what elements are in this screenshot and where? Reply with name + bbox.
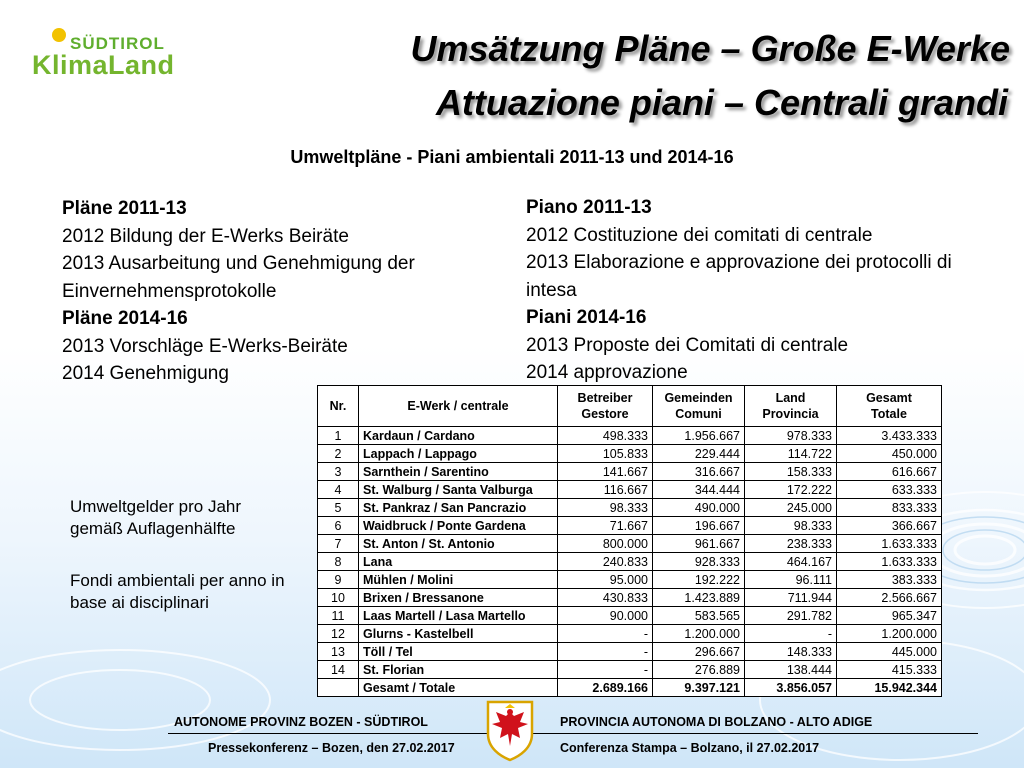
cell-werk: Laas Martell / Lasa Martello	[359, 607, 558, 625]
footer-right-top: PROVINCIA AUTONOMA DI BOLZANO - ALTO ADIGE	[560, 715, 873, 729]
cell-nr: 7	[318, 535, 359, 553]
cell-nr: 14	[318, 661, 359, 679]
cell-gemeinden: 296.667	[653, 643, 745, 661]
cell-betreiber: 116.667	[558, 481, 653, 499]
subtitle: Umweltpläne - Piani ambientali 2011-13 und 2014-16	[290, 147, 734, 167]
cell-gesamt: 965.347	[837, 607, 942, 625]
table-row	[318, 517, 942, 535]
logo-main-text: KlimaLand	[32, 50, 175, 80]
cell-land: 464.167	[745, 553, 837, 571]
cell-gesamt: 383.333	[837, 571, 942, 589]
cell-gemeinden: 192.222	[653, 571, 745, 589]
tyrolean-eagle-crest-icon	[484, 700, 536, 762]
italian-line-1: 2012 Costituzione dei comitati di centrale	[526, 224, 873, 246]
cell-gemeinden: 1.956.667	[653, 427, 745, 445]
cell-nr: 13	[318, 643, 359, 661]
cell-gemeinden: 1.200.000	[653, 625, 745, 643]
cell-gesamt: 1.200.000	[837, 625, 942, 643]
cell-nr: 1	[318, 427, 359, 445]
cell-land: 114.722	[745, 445, 837, 463]
table-row	[318, 553, 942, 571]
table-row	[318, 463, 942, 481]
german-heading-2: Pläne 2014-16	[62, 308, 188, 329]
table-row	[318, 427, 942, 445]
cell-werk: St. Walburg / Santa Valburga	[359, 481, 558, 499]
table-header-row	[318, 386, 942, 427]
cell-betreiber: -	[558, 643, 653, 661]
cell-gemeinden: 961.667	[653, 535, 745, 553]
cell-gemeinden: 583.565	[653, 607, 745, 625]
cell-betreiber: 98.333	[558, 499, 653, 517]
cell-gemeinden: 229.444	[653, 445, 745, 463]
header-nr: Nr.	[318, 386, 359, 427]
table-row	[318, 607, 942, 625]
cell-gemeinden: 928.333	[653, 553, 745, 571]
cell-gesamt: 450.000	[837, 445, 942, 463]
cell-gesamt: 3.433.333	[837, 427, 942, 445]
logo-top-text: SÜDTIROL	[70, 34, 165, 53]
cell-betreiber: 800.000	[558, 535, 653, 553]
cell-land: 98.333	[745, 517, 837, 535]
cell-werk: Waidbruck / Ponte Gardena	[359, 517, 558, 535]
table-row	[318, 535, 942, 553]
cell-betreiber: 90.000	[558, 607, 653, 625]
footer-right-bottom: Conferenza Stampa – Bolzano, il 27.02.2017	[560, 741, 820, 755]
cell-betreiber: 105.833	[558, 445, 653, 463]
cell-nr: 11	[318, 607, 359, 625]
cell-nr: 9	[318, 571, 359, 589]
cell-land: 291.782	[745, 607, 837, 625]
cell-nr: 12	[318, 625, 359, 643]
cell-werk: St. Florian	[359, 661, 558, 679]
footer-divider	[168, 733, 978, 734]
side-note-german: Umweltgelder pro Jahr gemäß Auflagenhälfte	[70, 497, 242, 538]
cell-nr	[318, 679, 359, 697]
german-line-4: 2014 Genehmigung	[62, 363, 229, 384]
cell-werk: Lappach / Lappago	[359, 445, 558, 463]
german-heading-1: Pläne 2011-13	[62, 198, 187, 219]
cell-land: -	[745, 625, 837, 643]
cell-land: 172.222	[745, 481, 837, 499]
cell-nr: 2	[318, 445, 359, 463]
german-line-3: 2013 Vorschläge E-Werks-Beiräte	[62, 335, 348, 357]
cell-gemeinden: 196.667	[653, 517, 745, 535]
table-row	[318, 571, 942, 589]
cell-betreiber: 95.000	[558, 571, 653, 589]
german-column	[62, 195, 502, 388]
italian-column	[526, 194, 966, 387]
cell-werk: Kardaun / Cardano	[359, 427, 558, 445]
header-betreiber: Betreiber Gestore	[558, 386, 653, 427]
cell-land: 96.111	[745, 571, 837, 589]
italian-line-4: 2014 approvazione	[526, 362, 688, 383]
title-german: Umsätzung Pläne – Große E-Werke	[410, 28, 1010, 69]
cell-gesamt: 415.333	[837, 661, 942, 679]
table-row	[318, 481, 942, 499]
cell-betreiber: 71.667	[558, 517, 653, 535]
cell-land: 158.333	[745, 463, 837, 481]
cell-gesamt: 445.000	[837, 643, 942, 661]
cell-nr: 4	[318, 481, 359, 499]
cell-gesamt: 616.667	[837, 463, 942, 481]
cell-land: 138.444	[745, 661, 837, 679]
cell-gesamt: 1.633.333	[837, 535, 942, 553]
cell-werk: Glurns - Kastelbell	[359, 625, 558, 643]
logo-sun-icon	[52, 28, 66, 42]
cell-werk: Töll / Tel	[359, 643, 558, 661]
italian-heading-1: Piano 2011-13	[526, 197, 652, 218]
cell-land: 148.333	[745, 643, 837, 661]
cell-total-label: Gesamt / Totale	[359, 679, 558, 697]
cell-nr: 8	[318, 553, 359, 571]
cell-werk: Sarnthein / Sarentino	[359, 463, 558, 481]
header-land: Land Provincia	[745, 386, 837, 427]
header-gesamt: Gesamt Totale	[837, 386, 942, 427]
cell-werk: Mühlen / Molini	[359, 571, 558, 589]
table-row	[318, 445, 942, 463]
cell-land: 238.333	[745, 535, 837, 553]
cell-gesamt: 2.566.667	[837, 589, 942, 607]
cell-gesamt: 1.633.333	[837, 553, 942, 571]
cell-gemeinden: 276.889	[653, 661, 745, 679]
cell-total-betreiber: 2.689.166	[558, 679, 653, 697]
table-row	[318, 643, 942, 661]
cell-gemeinden: 1.423.889	[653, 589, 745, 607]
table-row	[318, 499, 942, 517]
cell-werk: Lana	[359, 553, 558, 571]
footer-left-bottom: Pressekonferenz – Bozen, den 27.02.2017	[208, 741, 455, 755]
header-gemeinden: Gemeinden Comuni	[653, 386, 745, 427]
cell-werk: St. Anton / St. Antonio	[359, 535, 558, 553]
klimaland-logo	[30, 28, 190, 84]
cell-nr: 3	[318, 463, 359, 481]
table-body	[318, 427, 942, 697]
table-row	[318, 589, 942, 607]
table-row	[318, 625, 942, 643]
cell-werk: St. Pankraz / San Pancrazio	[359, 499, 558, 517]
cell-land: 711.944	[745, 589, 837, 607]
cell-land: 245.000	[745, 499, 837, 517]
italian-line-3: 2013 Proposte dei Comitati di centrale	[526, 334, 849, 356]
cell-betreiber: -	[558, 625, 653, 643]
cell-gesamt: 633.333	[837, 481, 942, 499]
cell-nr: 10	[318, 589, 359, 607]
italian-line-2: 2013 Elaborazione e approvazione dei protocolli di intesa	[526, 252, 952, 301]
cell-total-gemeinden: 9.397.121	[653, 679, 745, 697]
cell-betreiber: 430.833	[558, 589, 653, 607]
cell-werk: Brixen / Bressanone	[359, 589, 558, 607]
cell-gemeinden: 490.000	[653, 499, 745, 517]
cell-gesamt: 833.333	[837, 499, 942, 517]
german-line-1: 2012 Bildung der E-Werks Beiräte	[62, 225, 349, 247]
german-line-2: 2013 Ausarbeitung und Genehmigung der Einvernehmensprotokolle	[62, 253, 415, 302]
cell-betreiber: 141.667	[558, 463, 653, 481]
footer-left-top: AUTONOME PROVINZ BOZEN - SÜDTIROL	[174, 715, 428, 729]
cell-nr: 6	[318, 517, 359, 535]
cell-gemeinden: 344.444	[653, 481, 745, 499]
cell-nr: 5	[318, 499, 359, 517]
cell-betreiber: 498.333	[558, 427, 653, 445]
cell-gesamt: 366.667	[837, 517, 942, 535]
cell-gemeinden: 316.667	[653, 463, 745, 481]
title-italian: Attuazione piani – Centrali grandi	[435, 82, 1008, 123]
side-note-italian: Fondi ambientali per anno in base ai disciplinari	[70, 571, 285, 612]
cell-total-land: 3.856.057	[745, 679, 837, 697]
table-row	[318, 661, 942, 679]
cell-land: 978.333	[745, 427, 837, 445]
table-total-row	[318, 679, 942, 697]
cell-betreiber: -	[558, 661, 653, 679]
italian-heading-2: Piani 2014-16	[526, 307, 647, 328]
environmental-funds-table	[317, 385, 942, 697]
header-werk: E-Werk / centrale	[359, 386, 558, 427]
cell-betreiber: 240.833	[558, 553, 653, 571]
cell-total-gesamt: 15.942.344	[837, 679, 942, 697]
